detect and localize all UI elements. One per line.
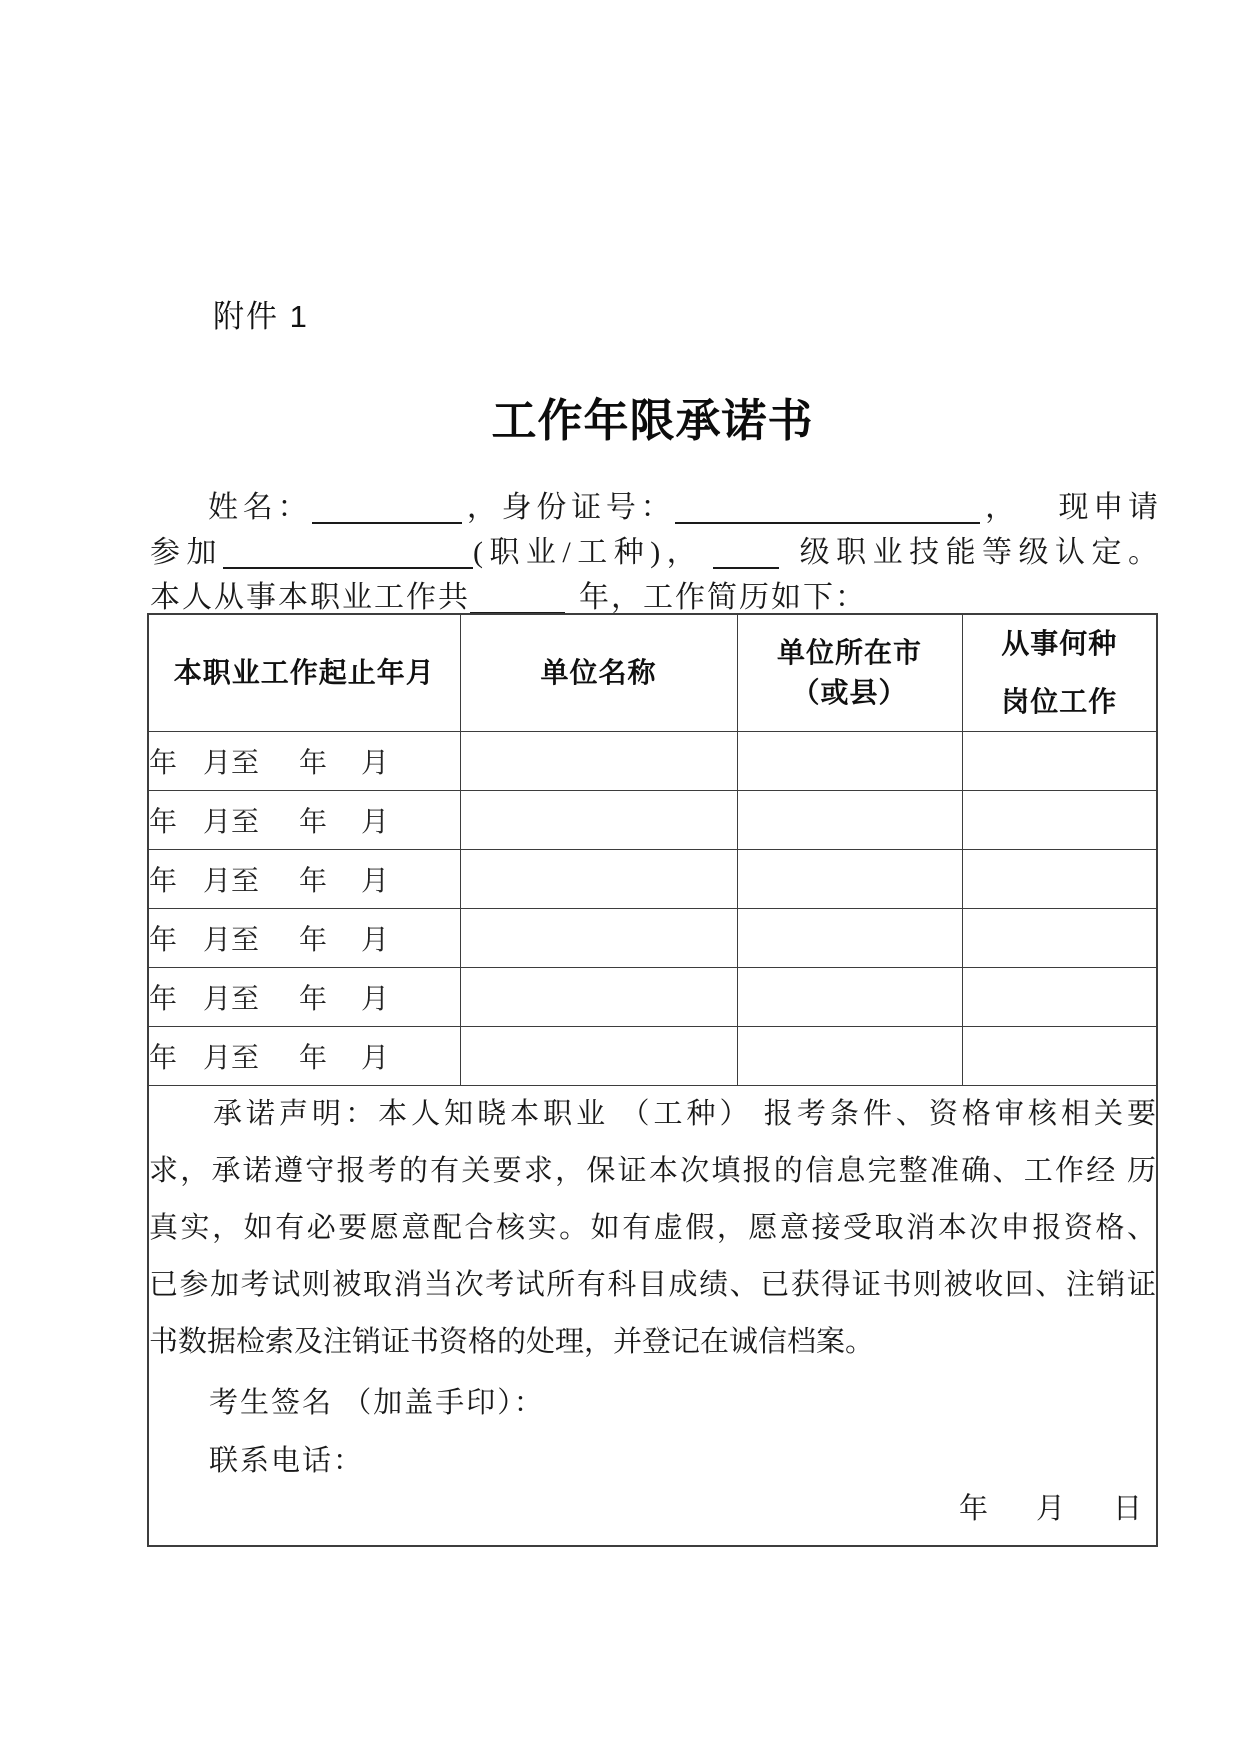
company-cell bbox=[460, 1027, 737, 1086]
spacer bbox=[177, 1006, 203, 1008]
work-history-table bbox=[147, 613, 1158, 1547]
period-cell bbox=[148, 909, 460, 968]
position-cell bbox=[962, 909, 1157, 968]
text-run: 年 bbox=[299, 1043, 328, 1074]
declaration-line-1: 承诺声明：本人知晓本职业 （工种） 报考条件、资格审核相关要 bbox=[213, 1098, 1156, 1130]
attachment-label: 附件 1 bbox=[213, 299, 309, 334]
period-cell bbox=[148, 1027, 460, 1086]
text-run: 本人从事本职业工作共 bbox=[150, 581, 470, 614]
declaration-cell bbox=[148, 1086, 1157, 1546]
header-line: 单位名称 bbox=[540, 657, 657, 688]
text-run: 年 bbox=[149, 748, 178, 779]
declaration-paragraph bbox=[149, 1086, 1156, 1371]
text-run: 年 bbox=[299, 866, 328, 897]
position-cell bbox=[962, 791, 1157, 850]
col-header-city bbox=[737, 614, 962, 732]
text-run: 月 bbox=[361, 925, 390, 956]
table-row bbox=[148, 850, 1157, 909]
text-run: 日 bbox=[1112, 1493, 1142, 1525]
text-run: 月至 bbox=[203, 1043, 260, 1074]
city-cell bbox=[737, 1027, 962, 1086]
position-cell bbox=[962, 1027, 1157, 1086]
text-run: 级职业技能等级认定。 bbox=[793, 536, 1158, 569]
declaration-line-3: 真实，如有必要愿意配合核实。如有虚假，愿意接受取消本次申报资格、 bbox=[149, 1212, 1156, 1244]
company-cell bbox=[460, 909, 737, 968]
spacer bbox=[259, 947, 299, 949]
signature-label: 考生签名 （加盖手印）： bbox=[209, 1387, 545, 1419]
text-run: 年 bbox=[149, 1043, 178, 1074]
text-run: 月 bbox=[361, 866, 390, 897]
spacer bbox=[779, 560, 793, 562]
text-run: 月至 bbox=[203, 807, 260, 838]
header-line: 从事何种 bbox=[1001, 628, 1118, 659]
text-run: 月 bbox=[361, 1043, 390, 1074]
col-header-company bbox=[460, 614, 737, 732]
years-blank bbox=[470, 582, 565, 614]
city-cell bbox=[737, 968, 962, 1027]
level-blank bbox=[713, 537, 779, 569]
position-cell bbox=[962, 850, 1157, 909]
spacer bbox=[259, 1006, 299, 1008]
spacer bbox=[177, 829, 203, 831]
spacer bbox=[259, 770, 299, 772]
date-line bbox=[149, 1491, 1156, 1527]
text-run: 月 bbox=[361, 807, 390, 838]
table-row bbox=[148, 909, 1157, 968]
spacer bbox=[177, 770, 203, 772]
spacer bbox=[177, 947, 203, 949]
intro-line-2 bbox=[150, 531, 1158, 576]
spacer bbox=[327, 947, 361, 949]
spacer bbox=[1020, 515, 1054, 517]
table-row bbox=[148, 732, 1157, 791]
header-line: 岗位工作 bbox=[1001, 686, 1118, 717]
col-header-period bbox=[148, 614, 460, 732]
declaration-line-2: 求，承诺遵守报考的有关要求，保证本次填报的信息完整准确、工作经 历 bbox=[149, 1155, 1156, 1187]
intro-line-1 bbox=[150, 486, 1158, 531]
text-run: 月 bbox=[361, 984, 390, 1015]
id-number-blank bbox=[675, 492, 980, 524]
city-cell bbox=[737, 850, 962, 909]
text-run: 月至 bbox=[203, 925, 260, 956]
spacer bbox=[565, 605, 579, 607]
spacer bbox=[177, 1065, 203, 1067]
period-cell bbox=[148, 732, 460, 791]
period-cell bbox=[148, 850, 460, 909]
table-row bbox=[148, 791, 1157, 850]
text-run: ，身份证号： bbox=[462, 491, 676, 524]
text-run: 年，工作简历如下： bbox=[579, 581, 867, 614]
spacer bbox=[988, 1516, 1036, 1518]
company-cell bbox=[460, 732, 737, 791]
position-cell bbox=[962, 968, 1157, 1027]
header-line: （或县） bbox=[791, 677, 908, 708]
text-run: 年 bbox=[149, 807, 178, 838]
declaration-line-5: 书数据检索及注销证书资格的处理，并登记在诚信档案。 bbox=[149, 1326, 875, 1358]
text-run: 月至 bbox=[203, 748, 260, 779]
table-row bbox=[148, 968, 1157, 1027]
table-row bbox=[148, 1027, 1157, 1086]
text-run: 月 bbox=[1035, 1493, 1065, 1525]
position-cell bbox=[962, 732, 1157, 791]
spacer bbox=[259, 829, 299, 831]
phone-label: 联系电话： bbox=[209, 1445, 365, 1477]
text-run: 年 bbox=[149, 866, 178, 897]
table-header-row bbox=[148, 614, 1157, 732]
text-run: 现申请 bbox=[1053, 491, 1159, 524]
text-run: 月至 bbox=[203, 984, 260, 1015]
period-cell bbox=[148, 791, 460, 850]
spacer bbox=[327, 1006, 361, 1008]
text-run: (职业/工种)， bbox=[472, 536, 704, 569]
header-line: 单位所在市 bbox=[776, 637, 922, 668]
declaration-row bbox=[148, 1086, 1157, 1546]
spacer bbox=[327, 829, 361, 831]
header-line: 本职业工作起止年月 bbox=[173, 657, 435, 688]
spacer bbox=[259, 888, 299, 890]
city-cell bbox=[737, 732, 962, 791]
spacer bbox=[177, 888, 203, 890]
text-run: 月至 bbox=[203, 866, 260, 897]
spacer bbox=[327, 1065, 361, 1067]
text-run: 月 bbox=[361, 748, 390, 779]
spacer bbox=[259, 1065, 299, 1067]
spacer bbox=[1065, 1516, 1113, 1518]
occupation-blank bbox=[223, 537, 473, 569]
spacer bbox=[327, 888, 361, 890]
city-cell bbox=[737, 909, 962, 968]
text-run: 参加 bbox=[150, 536, 223, 569]
col-header-position bbox=[962, 614, 1157, 732]
page-title: 工作年限承诺书 bbox=[491, 395, 814, 446]
text-run: 年 bbox=[299, 748, 328, 779]
text-run: 年 bbox=[149, 925, 178, 956]
company-cell bbox=[460, 791, 737, 850]
text-run: 年 bbox=[299, 925, 328, 956]
company-cell bbox=[460, 850, 737, 909]
spacer bbox=[327, 770, 361, 772]
name-blank bbox=[312, 492, 462, 524]
company-cell bbox=[460, 968, 737, 1027]
text-run: 年 bbox=[299, 984, 328, 1015]
spacer bbox=[703, 560, 713, 562]
text-run: 年 bbox=[299, 807, 328, 838]
text-run: 年 bbox=[958, 1493, 988, 1525]
text-run: 姓名： bbox=[208, 491, 313, 524]
city-cell bbox=[737, 791, 962, 850]
intro-paragraph bbox=[150, 486, 1158, 621]
text-run: 年 bbox=[149, 984, 178, 1015]
declaration-line-4: 已参加考试则被取消当次考试所有科目成绩、已获得证书则被收回、注销证 bbox=[149, 1269, 1156, 1301]
period-cell bbox=[148, 968, 460, 1027]
text-run: ， bbox=[980, 491, 1020, 524]
